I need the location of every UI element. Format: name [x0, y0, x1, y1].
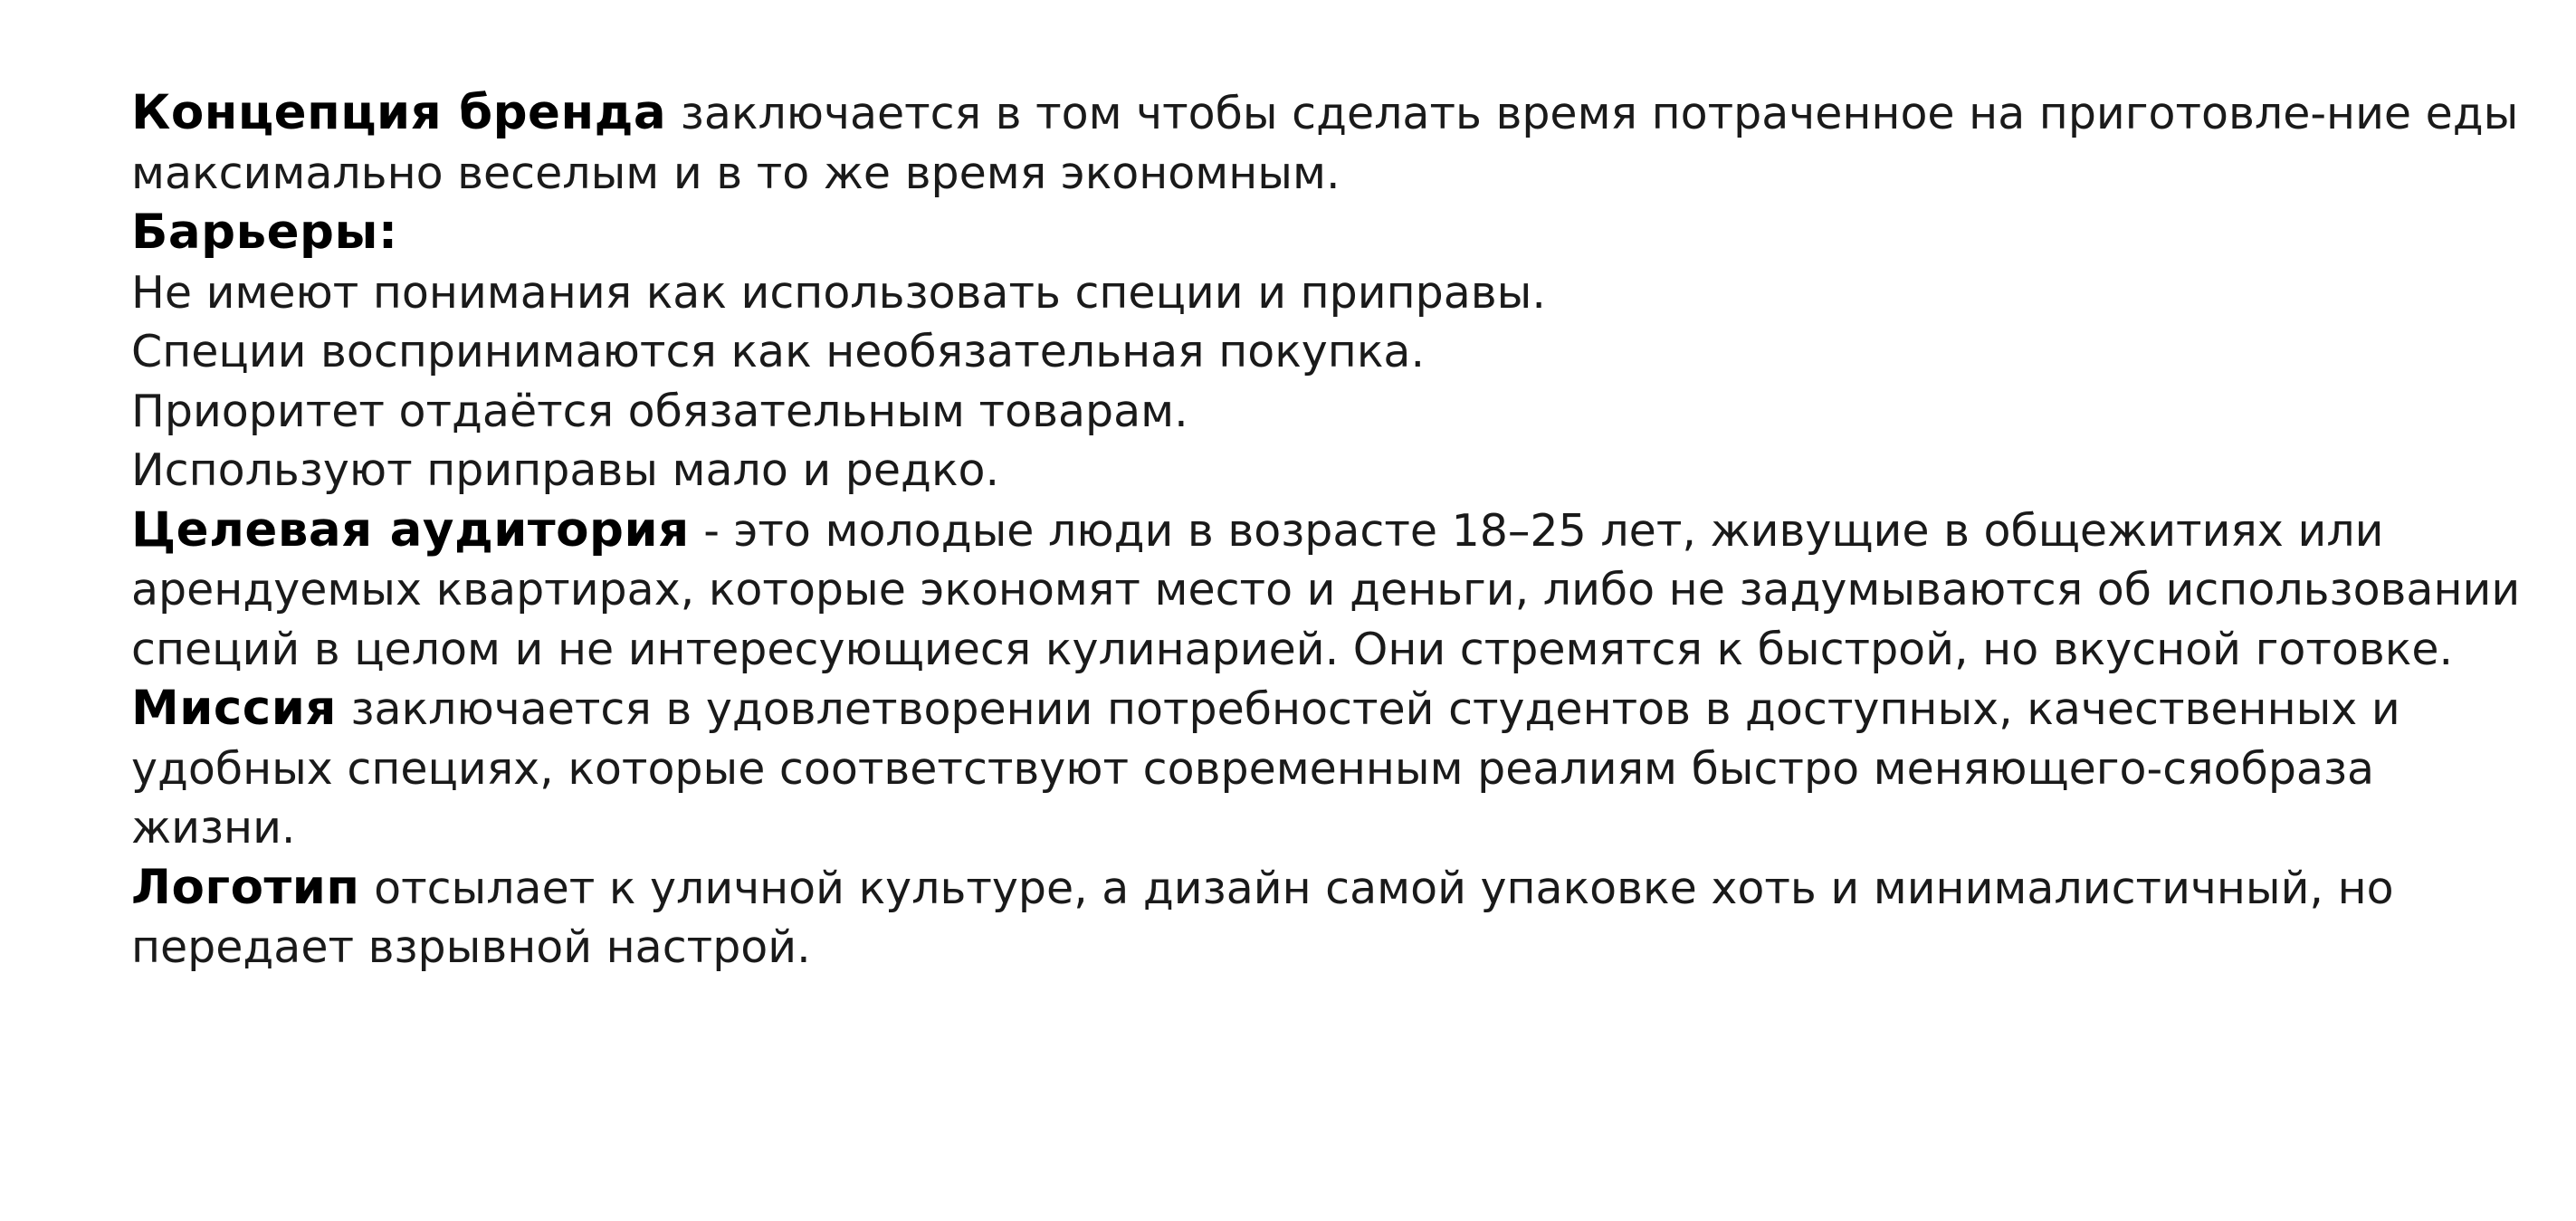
mission-paragraph	[131, 679, 2521, 858]
concept-text: заключается в том чтобы сделать время потраченное на приготовле-ние еды максимально веселым и в то же время экономным.	[131, 88, 2519, 199]
barriers-heading	[131, 203, 2521, 263]
mission-text: заключается в удовлетворении потребностей студентов в доступных, качественных и удобных специях, которые соответствуют современным реалиям быстро меняющего-сяобраза жизни.	[131, 683, 2400, 854]
barrier-item: Приоритет отдаётся обязательным товарам.	[131, 385, 1188, 437]
logo-paragraph	[131, 858, 2521, 978]
mission-lead: Миссия	[131, 681, 337, 736]
barriers-heading-text: Барьеры:	[131, 205, 398, 260]
concept-paragraph	[131, 83, 2521, 203]
barrier-item: Не имеют понимания как использовать специи и приправы.	[131, 266, 1546, 319]
audience-lead: Целевая аудитория	[131, 501, 690, 558]
barrier-item: Используют приправы мало и редко.	[131, 444, 1000, 496]
logo-text: отсылает к уличной культуре, а дизайн самой упаковке хоть и минималистичный, но передает взрывной настрой.	[131, 862, 2394, 973]
audience-text: - это молодые люди в возрасте 18–25 лет, живущие в общежитиях или арендуемых квартирах, которые экономят место и деньги, либо не задумываются об использовании специй в целом и не интересующиеся кулинарией. Они стремятся к быстрой, но вкусной готовке.	[131, 504, 2521, 675]
concept-lead: Концепция бренда	[131, 85, 667, 140]
logo-lead: Логотип	[131, 859, 360, 915]
document-body	[131, 83, 2521, 978]
audience-paragraph	[131, 501, 2521, 680]
barrier-item: Специи воспринимаются как необязательная покупка.	[131, 326, 1426, 377]
